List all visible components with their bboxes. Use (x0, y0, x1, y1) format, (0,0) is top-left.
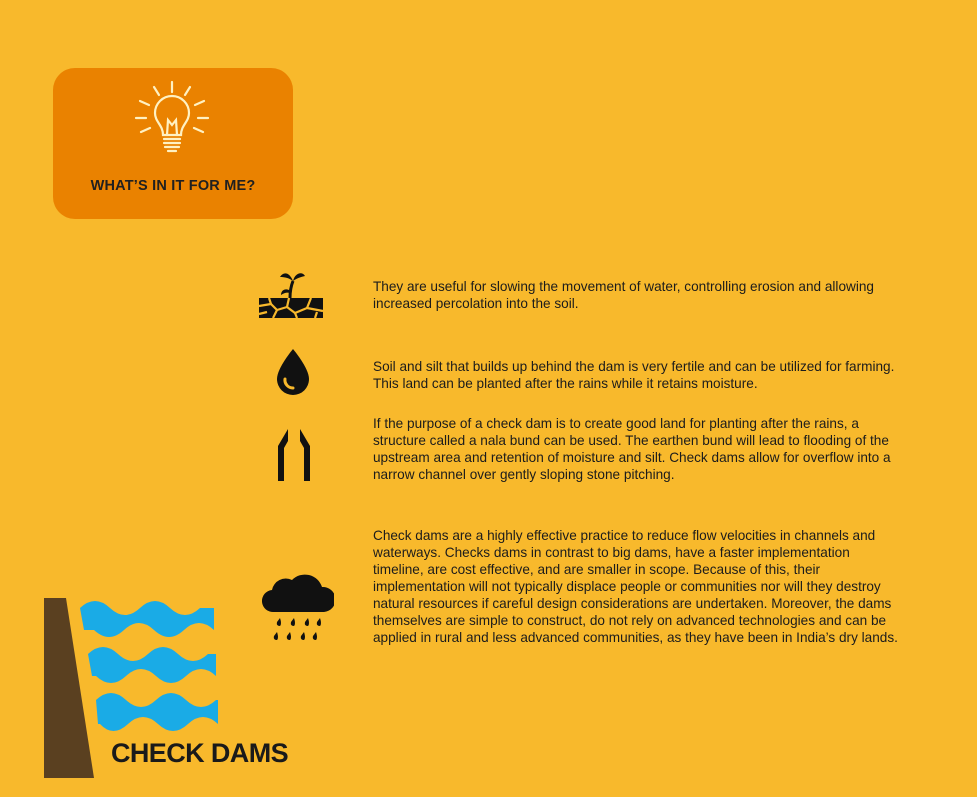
benefit-text-3: If the purpose of a check dam is to create good land for planting after the rains, a structure called a nala bund can be used. The earthen bund will lead to flooding of the upstream area and retention of moisture and silt. Check dams allow for overflow into a narrow channel over gently sloping stone pitching. (373, 416, 891, 482)
badge-title: WHAT’S IN IT FOR ME? (90, 178, 256, 194)
benefit-text-2: Soil and silt that builds up behind the dam is very fertile and can be utilized for farming. This land can be planted after the rains while it retains moisture. (373, 359, 895, 391)
benefit-text-1: They are useful for slowing the movement of water, controlling erosion and allowing increased percolation into the soil. (373, 279, 874, 311)
rain-cloud-icon (262, 572, 334, 648)
benefit-text-4: Check dams are a highly effective practice to reduce flow velocities in channels and waterways. Checks dams in contrast to big dams, have a faster implementation timeline, are cost effective, and are smaller in scope. Because of this, their implementation will not typically displace people or communities nor will they destroy natural resources if careful design considerations are undertaken. Moreover, the dams themselves are simple to construct, do not rely on advanced technologies and can be applied in rural and less advanced communities, as they have been in India’s dry lands. (373, 528, 898, 645)
lightbulb-icon (134, 80, 210, 156)
channel-icon (277, 428, 311, 482)
page-title: CHECK DAMS (111, 738, 289, 768)
water-drop-icon (275, 348, 311, 396)
seedling-soil-icon (257, 268, 325, 320)
